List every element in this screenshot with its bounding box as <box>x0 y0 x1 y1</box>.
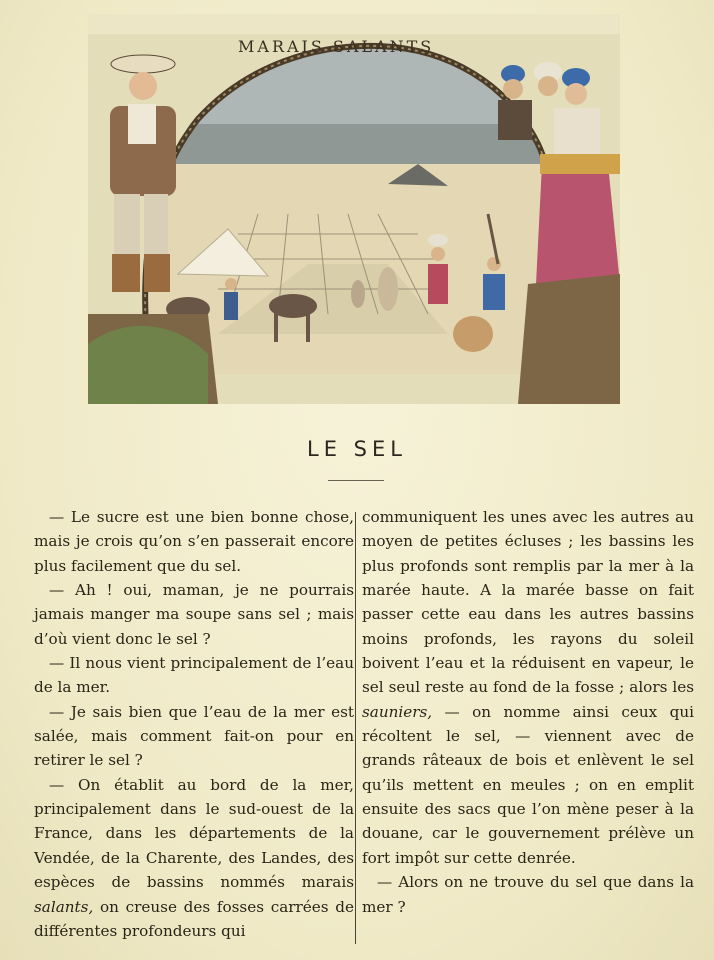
paragraph: — Ah ! oui, maman, je ne pourrais jamais manger ma soupe sans sel ; mais d’où vient donc le sel ? <box>34 581 354 648</box>
paragraph: — Le sucre est une bien bonne chose, mais je crois qu’on s’en passerait encore plus facilement que du sel. <box>34 508 354 575</box>
title-underline <box>328 480 384 481</box>
column-divider <box>355 512 356 944</box>
paragraph <box>362 505 694 870</box>
salt-marsh-illustration <box>88 14 620 404</box>
italic-term: salants, <box>34 897 94 916</box>
text-run: — on nomme ainsi ceux qui récoltent le sel, — viennent avec de grands râteaux de bois et enlèvent le sel qu’ils mettent en meules ; on en emplit ensuite des sacs que l’on mène peser à la douane, car le gouvernement prélève un fort impôt sur cette denrée. <box>362 702 694 867</box>
page-title: LE SEL <box>307 437 407 461</box>
text-column-right <box>362 505 694 919</box>
italic-term: sauniers, <box>362 702 433 721</box>
engraving-image <box>88 14 620 404</box>
paragraph: — Il nous vient principalement de l’eau de la mer. <box>34 654 354 697</box>
text-run: on creuse des fosses carrées de différentes profondeurs qui <box>34 897 354 940</box>
paragraph <box>34 773 354 943</box>
paragraph: — Alors on ne trouve du sel que dans la mer ? <box>362 873 694 916</box>
text-run: — On établit au bord de la mer, principalement dans le sud-ouest de la France, dans les départements de la Vendée, de la Charente, des Landes, des espèces de bassins nommés marais <box>34 775 354 892</box>
paragraph: — Je sais bien que l’eau de la mer est salée, mais comment fait-on pour en retirer le sel ? <box>34 702 354 770</box>
text-run: communiquent les unes avec les autres au moyen de petites écluses ; les bassins les plus profonds sont remplis par la mer à la marée haute. A la marée basse on fait passer cette eau dans les autres bassins moins profonds, les rayons du soleil boivent l’eau et la réduisent en vapeur, le sel seul reste au fond de la fosse ; alors les <box>362 508 694 697</box>
svg-text:·: · <box>92 393 94 400</box>
marais-salants-sign: MARAIS SALANTS <box>238 37 435 56</box>
text-column-left <box>34 505 354 943</box>
